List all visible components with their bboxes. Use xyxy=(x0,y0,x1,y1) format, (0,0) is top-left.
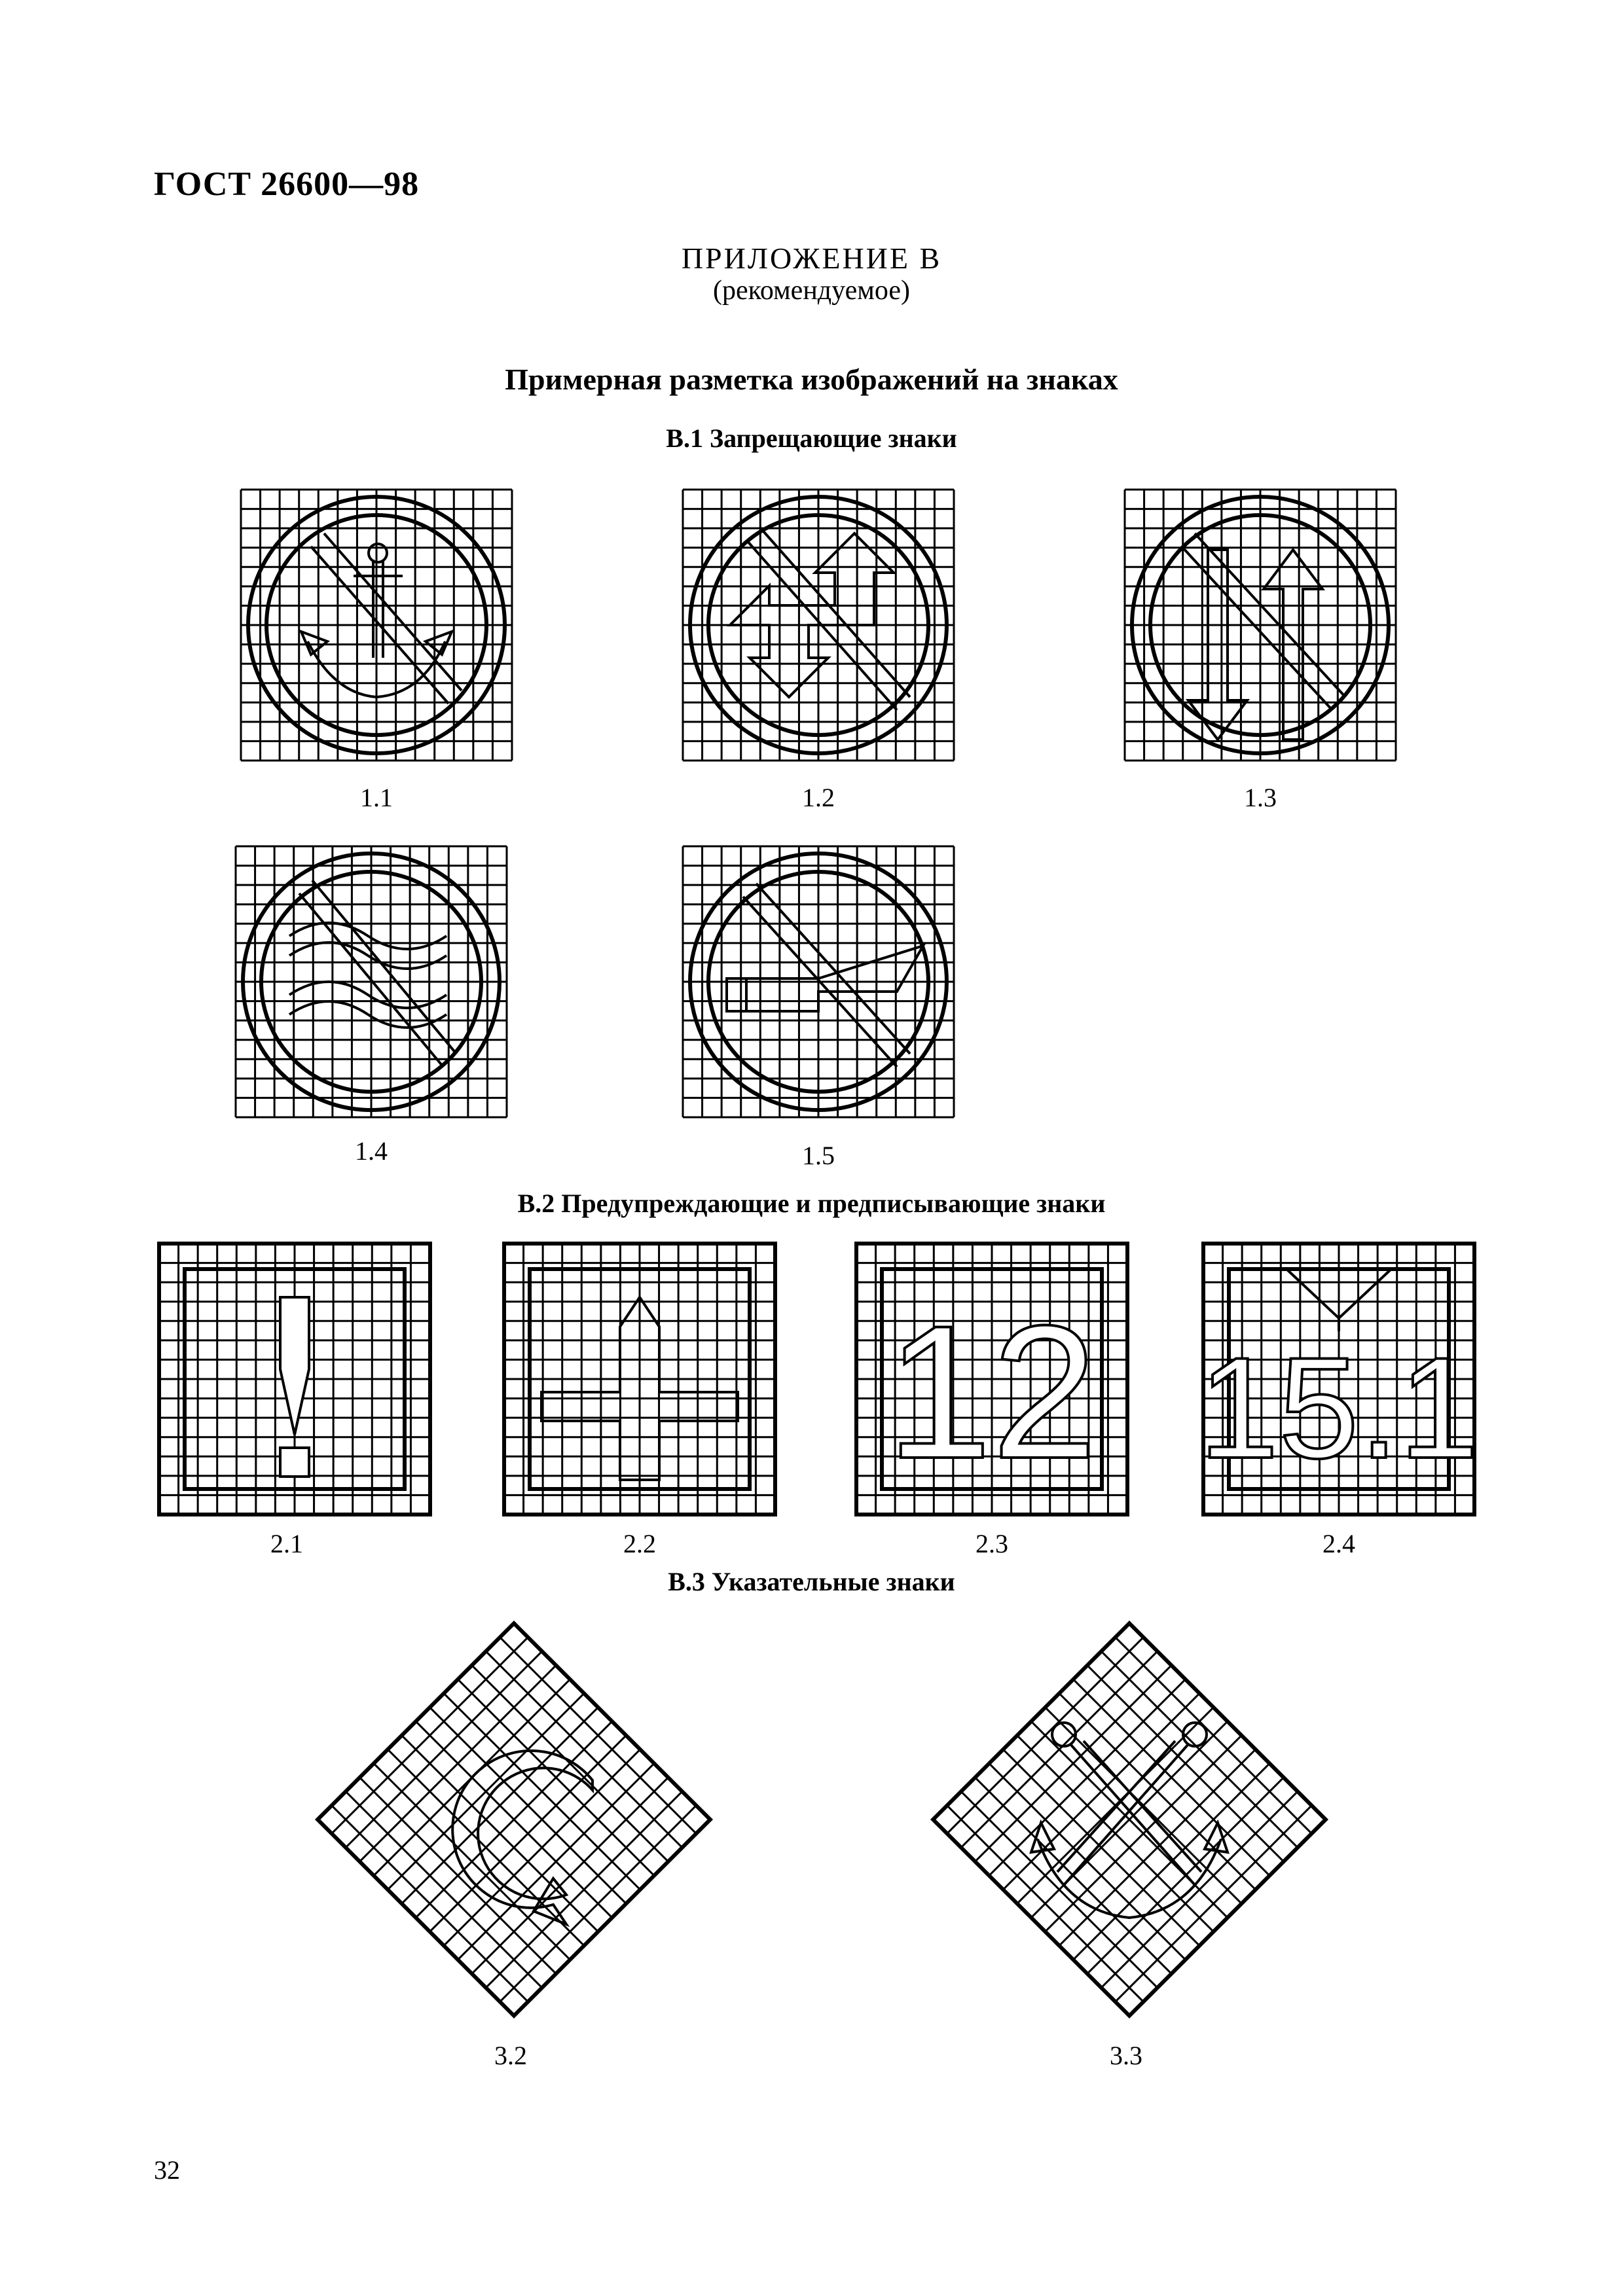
sign-1-1-anchor-prohibited xyxy=(239,488,514,762)
appendix-title: ПРИЛОЖЕНИЕ В xyxy=(681,242,942,275)
section-title-prohibiting: В.1 Запрещающие знаки xyxy=(666,423,957,453)
caption-1-5: 1.5 xyxy=(802,1141,835,1170)
grid xyxy=(241,490,512,761)
caption-1-3: 1.3 xyxy=(1244,783,1277,812)
section-title-indicating: В.3 Указательные знаки xyxy=(668,1567,955,1596)
sign-number-text: 12 xyxy=(886,1286,1098,1498)
grid xyxy=(1125,490,1396,761)
caption-2-4: 2.4 xyxy=(1322,1529,1355,1558)
sign-1-2-crossing-prohibited xyxy=(681,488,956,762)
sign-2-1-exclamation xyxy=(157,1242,432,1516)
sign-2-3-number xyxy=(854,1242,1129,1516)
appendix-subtitle: (рекомендуемое) xyxy=(713,276,910,306)
caption-3-3: 3.3 xyxy=(1110,2041,1142,2070)
page-number: 32 xyxy=(154,2155,180,2185)
caption-2-2: 2.2 xyxy=(623,1529,656,1558)
sign-number-text: 15.1 xyxy=(1198,1327,1480,1488)
sign-1-5-smoking-prohibited xyxy=(681,844,956,1119)
caption-1-4: 1.4 xyxy=(355,1136,388,1166)
sign-2-2-cross-arrow xyxy=(502,1242,777,1516)
caption-1-1: 1.1 xyxy=(360,783,393,812)
grid xyxy=(504,1244,775,1515)
sign-2-4-number-with-marker xyxy=(1198,1242,1480,1516)
main-title: Примерная разметка изображений на знаках xyxy=(505,363,1118,396)
grid xyxy=(318,1623,710,2016)
caption-2-1: 2.1 xyxy=(270,1529,303,1558)
sign-1-4-waves-prohibited xyxy=(234,844,509,1119)
document-code: ГОСТ 26600—98 xyxy=(154,166,420,203)
caption-3-2: 3.2 xyxy=(494,2041,527,2070)
sign-3-2-turn-arrow xyxy=(318,1623,710,2016)
section-title-warning: В.2 Предупреждающие и предписывающие знаки xyxy=(517,1189,1106,1218)
caption-1-2: 1.2 xyxy=(802,783,835,812)
caption-2-3: 2.3 xyxy=(976,1529,1008,1558)
sign-1-3-arrows-prohibited xyxy=(1123,488,1398,762)
grid xyxy=(933,1623,1326,2016)
sign-3-3-crossed-anchors xyxy=(933,1623,1326,2016)
